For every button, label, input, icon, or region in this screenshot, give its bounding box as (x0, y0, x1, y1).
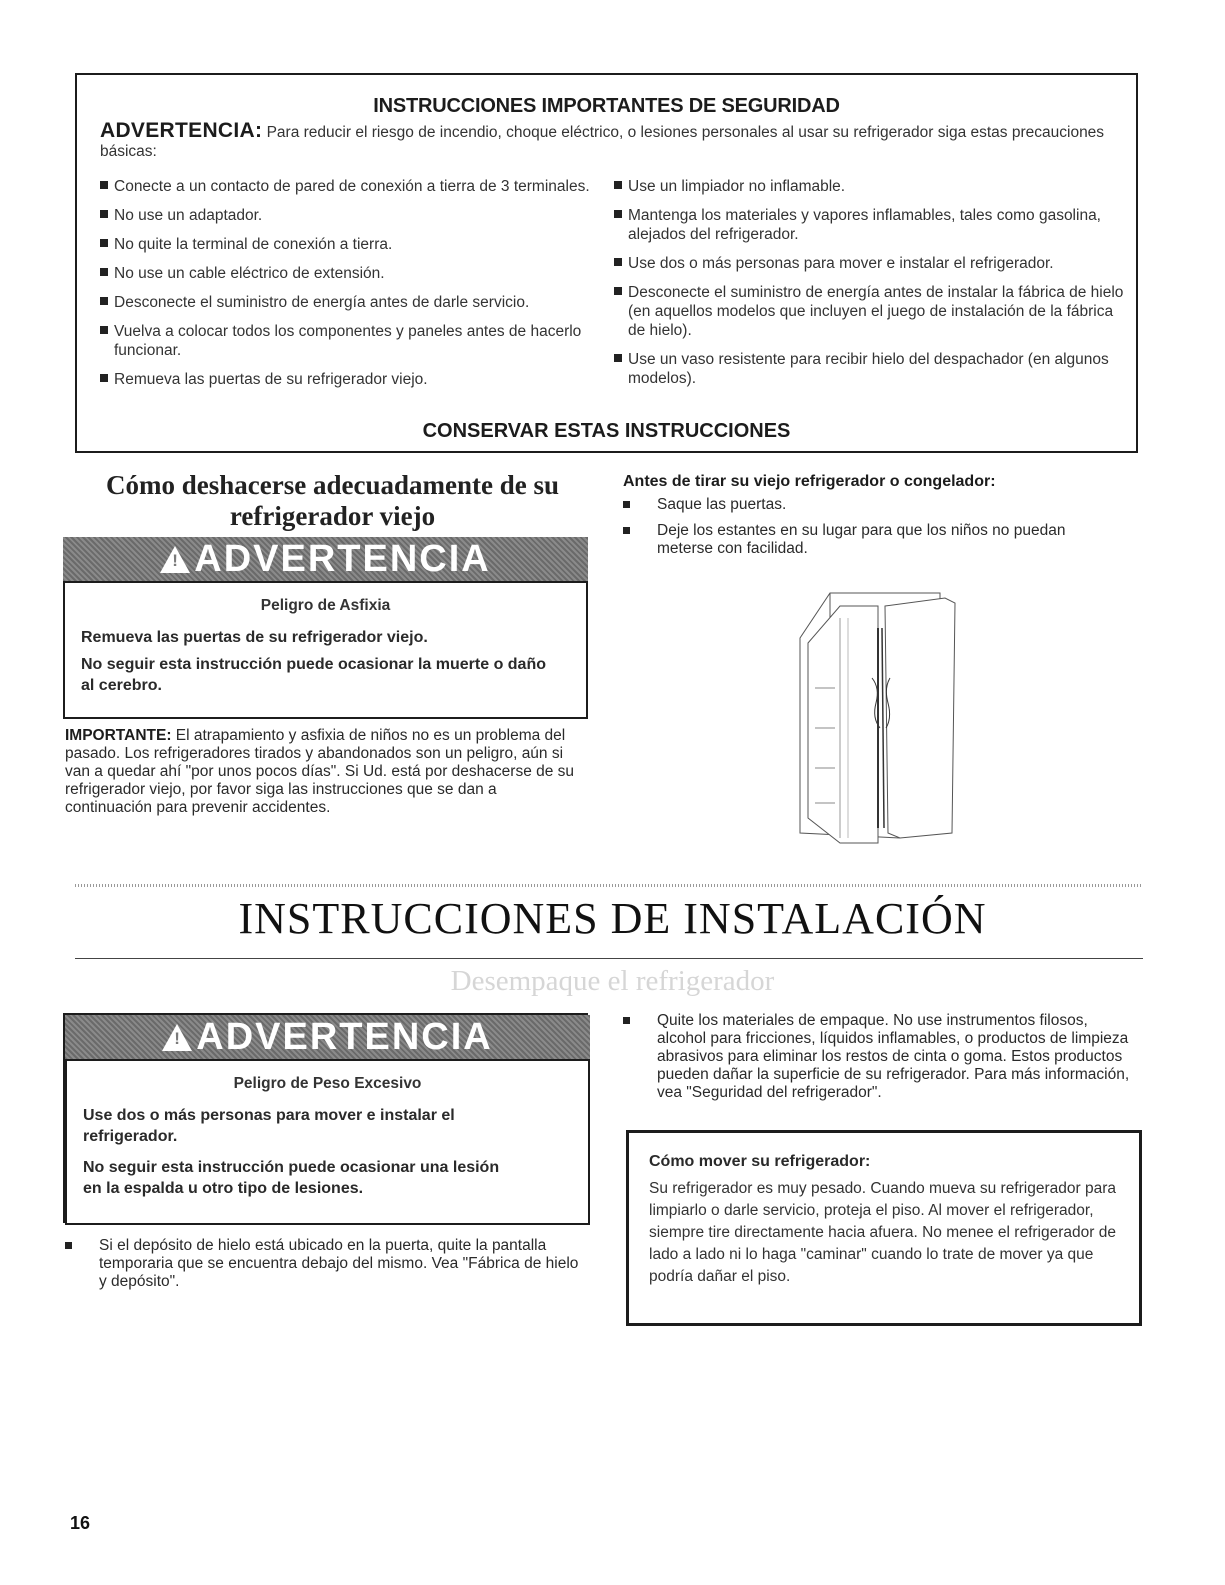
list-item: Use dos o más personas para mover e instalar el refrigerador. (614, 254, 1124, 273)
hazard-title: Peligro de Asfixia (260, 597, 391, 614)
hazard-title: Peligro de Peso Excesivo (233, 1075, 422, 1092)
list-item: Remueva las puertas de su refrigerador viejo. (100, 370, 600, 389)
warning-body (65, 1059, 590, 1225)
warning-line: Remueva las puertas de su refrigerador viejo. (81, 629, 428, 646)
warning-body (63, 581, 588, 719)
bullet-icon (614, 181, 622, 189)
bullet-icon (100, 210, 108, 218)
moving-text: Su refrigerador es muy pesado. Cuando mueva su refrigerador para limpiarlo o darle servicio, proteja el piso. Al mover el refrigerador, siempre tire directamente hacia afuera. No menee el refrigerador de lado a lado ni lo haga "caminar" cuando lo trate de mover ya que podría dañar el piso. (649, 1180, 1116, 1285)
bullet-icon (614, 354, 622, 362)
before-disposal-title: Antes de tirar su viejo refrigerador o congelador: (623, 473, 996, 490)
warning-line: No seguir esta instrucción puede ocasionar la muerte o daño al cerebro. (81, 656, 546, 694)
warning-triangle-icon (160, 546, 190, 573)
bullet-icon (100, 297, 108, 305)
moving-title: Cómo mover su refrigerador: (649, 1153, 871, 1170)
list-item: No use un adaptador. (100, 206, 600, 225)
section-divider (75, 884, 1143, 887)
warning-banner (65, 1015, 590, 1059)
moving-refrigerator-box (626, 1130, 1142, 1326)
unpack-list (623, 1012, 1138, 1110)
warning-banner-label: ADVERTENCIA (194, 538, 491, 580)
important-label: IMPORTANTE: (65, 727, 172, 744)
list-item: Desconecte el suministro de energía antes de darle servicio. (100, 293, 600, 312)
warning-banner (63, 537, 588, 581)
before-disposal-list (623, 496, 1123, 566)
bullet-icon (100, 374, 108, 382)
list-item: Vuelva a colocar todos los componentes y paneles antes de hacerlo funcionar. (100, 322, 600, 360)
list-item: No quite la terminal de conexión a tierra. (100, 235, 600, 254)
list-item: Conecte a un contacto de pared de conexión a tierra de 3 terminales. (100, 177, 600, 196)
list-item: Mantenga los materiales y vapores inflamables, tales como gasolina, alejados del refrigerador. (614, 206, 1124, 244)
safety-list-right (614, 177, 1124, 398)
ice-bin-list (65, 1237, 590, 1299)
warning-box-weight (63, 1013, 588, 1223)
safety-intro (100, 121, 1110, 161)
bullet-icon (100, 181, 108, 189)
disposal-heading: Cómo deshacerse adecuadamente de su refrigerador viejo (106, 470, 559, 531)
unpack-heading: Desempaque el refrigerador (450, 965, 775, 997)
list-item: No use un cable eléctrico de extensión. (100, 264, 600, 283)
bullet-icon (100, 268, 108, 276)
bullet-icon (65, 1242, 72, 1249)
bullet-icon (623, 527, 630, 534)
bullet-icon (100, 326, 108, 334)
bullet-icon (614, 287, 622, 295)
list-item: Saque las puertas. (623, 496, 1123, 514)
safety-instructions-box (75, 73, 1138, 453)
bullet-icon (614, 210, 622, 218)
warning-banner-label: ADVERTENCIA (196, 1016, 493, 1058)
warning-triangle-icon (162, 1024, 192, 1051)
warning-line: Use dos o más personas para mover e instalar el refrigerador. (83, 1107, 455, 1145)
page-number: 16 (70, 1513, 91, 1533)
bullet-icon (100, 239, 108, 247)
warning-line: No seguir esta instrucción puede ocasionar una lesión en la espalda u otro tipo de lesiones. (83, 1159, 500, 1197)
bullet-icon (623, 501, 630, 508)
list-item: Quite los materiales de empaque. No use instrumentos filosos, alcohol para fricciones, líquidos inflamables, o productos de limpieza abrasivos para eliminar los restos de cinta o goma. Estos productos pueden dañar la superficie de su refrigerador. Para más información, vea "Seguridad del refrigerador". (623, 1012, 1138, 1102)
install-title: INSTRUCCIONES DE INSTALACIÓN (238, 894, 987, 943)
bullet-icon (614, 258, 622, 266)
important-paragraph (65, 727, 585, 817)
bullet-icon (623, 1017, 630, 1024)
warning-box-asphyxia (63, 537, 588, 719)
list-item: Use un vaso resistente para recibir hielo del despachador (en algunos modelos). (614, 350, 1124, 388)
list-item: Deje los estantes en su lugar para que los niños no puedan meterse con facilidad. (623, 522, 1123, 558)
title-rule (75, 958, 1143, 959)
refrigerator-illustration (780, 588, 980, 848)
list-item: Si el depósito de hielo está ubicado en la puerta, quite la pantalla temporaria que se encuentra debajo del mismo. Vea "Fábrica de hielo y depósito". (65, 1237, 590, 1291)
important-body: El atrapamiento y asfixia de niños no es un problema del pasado. Los refrigeradores tirados y abandonados son un peligro, aún si van a quedar ahí "por unos pocos días". Si Ud. está por deshacerse de su refrigerador viejo, por favor siga las instrucciones que se dan a continuación para prevenir accidentes. (65, 727, 575, 816)
safety-list-left (100, 177, 600, 399)
list-item: Use un limpiador no inflamable. (614, 177, 1124, 196)
list-item: Desconecte el suministro de energía antes de instalar la fábrica de hielo (en aquellos modelos que incluyen el juego de instalación de la fábrica de hielo). (614, 283, 1124, 340)
safety-title: INSTRUCCIONES IMPORTANTES DE SEGURIDAD (373, 95, 840, 117)
warning-label: ADVERTENCIA: (100, 119, 263, 142)
safety-footer: CONSERVAR ESTAS INSTRUCCIONES (422, 420, 791, 442)
warning-text: Para reducir el riesgo de incendio, choque eléctrico, o lesiones personales al usar su refrigerador siga estas precauciones básicas: (100, 124, 1105, 160)
